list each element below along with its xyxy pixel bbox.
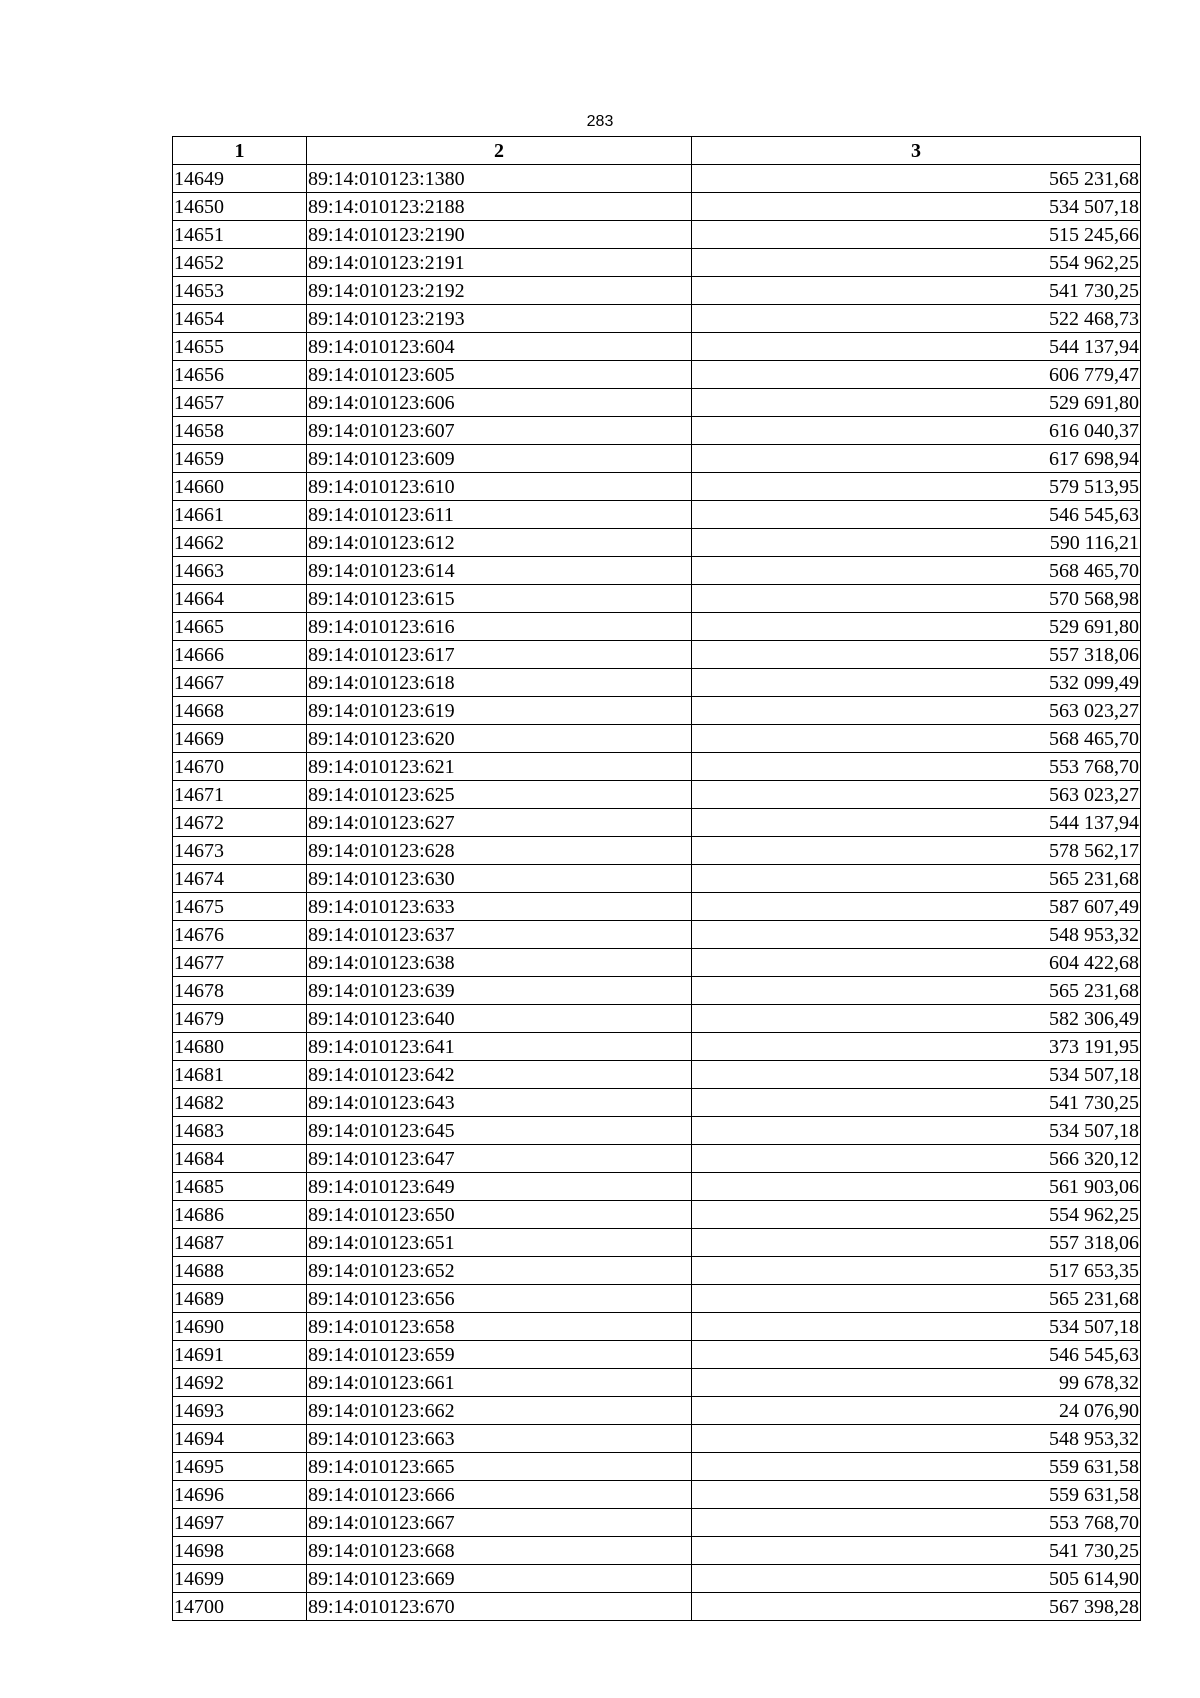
- cadastral-value-cell: 590 116,21: [692, 529, 1141, 557]
- cadastral-value-cell: 616 040,37: [692, 417, 1141, 445]
- column-header-1: 1: [173, 137, 307, 165]
- cadastral-value-cell: 567 398,28: [692, 1593, 1141, 1621]
- row-number-cell: 14700: [173, 1593, 307, 1621]
- cadastral-value-cell: 517 653,35: [692, 1257, 1141, 1285]
- row-number-cell: 14675: [173, 893, 307, 921]
- row-number-cell: 14670: [173, 753, 307, 781]
- cadastral-number-cell: 89:14:010123:661: [307, 1369, 692, 1397]
- cadastral-value-cell: 568 465,70: [692, 557, 1141, 585]
- cadastral-value-cell: 565 231,68: [692, 165, 1141, 193]
- table-row: [173, 1173, 1141, 1201]
- table-row: [173, 473, 1141, 501]
- row-number-cell: 14649: [173, 165, 307, 193]
- cadastral-number-cell: 89:14:010123:628: [307, 837, 692, 865]
- row-number-cell: 14669: [173, 725, 307, 753]
- table-row: [173, 949, 1141, 977]
- row-number-cell: 14694: [173, 1425, 307, 1453]
- row-number-cell: 14677: [173, 949, 307, 977]
- table-row: [173, 725, 1141, 753]
- cadastral-value-cell: 578 562,17: [692, 837, 1141, 865]
- cadastral-value-cell: 548 953,32: [692, 921, 1141, 949]
- table-row: [173, 193, 1141, 221]
- cadastral-number-cell: 89:14:010123:645: [307, 1117, 692, 1145]
- row-number-cell: 14654: [173, 305, 307, 333]
- row-number-cell: 14687: [173, 1229, 307, 1257]
- cadastral-value-cell: 505 614,90: [692, 1565, 1141, 1593]
- table-row: [173, 1537, 1141, 1565]
- row-number-cell: 14664: [173, 585, 307, 613]
- cadastral-value-cell: 541 730,25: [692, 1089, 1141, 1117]
- table-body: [173, 165, 1141, 1621]
- table-row: [173, 249, 1141, 277]
- cadastral-number-cell: 89:14:010123:609: [307, 445, 692, 473]
- row-number-cell: 14685: [173, 1173, 307, 1201]
- table-row: [173, 557, 1141, 585]
- row-number-cell: 14662: [173, 529, 307, 557]
- cadastral-number-cell: 89:14:010123:2190: [307, 221, 692, 249]
- row-number-cell: 14661: [173, 501, 307, 529]
- cadastral-value-cell: 534 507,18: [692, 1117, 1141, 1145]
- cadastral-value-table: [172, 136, 1141, 1621]
- cadastral-number-cell: 89:14:010123:604: [307, 333, 692, 361]
- row-number-cell: 14676: [173, 921, 307, 949]
- cadastral-number-cell: 89:14:010123:633: [307, 893, 692, 921]
- cadastral-value-cell: 557 318,06: [692, 641, 1141, 669]
- page-number: 283: [586, 113, 614, 130]
- table-row: [173, 1117, 1141, 1145]
- cadastral-number-cell: 89:14:010123:659: [307, 1341, 692, 1369]
- cadastral-value-cell: 554 962,25: [692, 249, 1141, 277]
- cadastral-value-cell: 546 545,63: [692, 501, 1141, 529]
- table-header: [173, 137, 1141, 165]
- cadastral-number-cell: 89:14:010123:616: [307, 613, 692, 641]
- cadastral-number-cell: 89:14:010123:638: [307, 949, 692, 977]
- row-number-cell: 14656: [173, 361, 307, 389]
- cadastral-number-cell: 89:14:010123:627: [307, 809, 692, 837]
- cadastral-value-cell: 546 545,63: [692, 1341, 1141, 1369]
- cadastral-number-cell: 89:14:010123:621: [307, 753, 692, 781]
- cadastral-value-cell: 541 730,25: [692, 277, 1141, 305]
- table-row: [173, 501, 1141, 529]
- cadastral-value-cell: 565 231,68: [692, 1285, 1141, 1313]
- cadastral-number-cell: 89:14:010123:2192: [307, 277, 692, 305]
- row-number-cell: 14679: [173, 1005, 307, 1033]
- cadastral-value-cell: 559 631,58: [692, 1453, 1141, 1481]
- table-row: [173, 1089, 1141, 1117]
- cadastral-number-cell: 89:14:010123:651: [307, 1229, 692, 1257]
- row-number-cell: 14666: [173, 641, 307, 669]
- cadastral-number-cell: 89:14:010123:656: [307, 1285, 692, 1313]
- table-row: [173, 781, 1141, 809]
- cadastral-value-cell: 570 568,98: [692, 585, 1141, 613]
- cadastral-value-cell: 565 231,68: [692, 977, 1141, 1005]
- cadastral-value-cell: 553 768,70: [692, 753, 1141, 781]
- row-number-cell: 14697: [173, 1509, 307, 1537]
- cadastral-value-cell: 534 507,18: [692, 1313, 1141, 1341]
- table-row: [173, 165, 1141, 193]
- cadastral-value-cell: 604 422,68: [692, 949, 1141, 977]
- table-row: [173, 1481, 1141, 1509]
- row-number-cell: 14672: [173, 809, 307, 837]
- cadastral-value-cell: 529 691,80: [692, 613, 1141, 641]
- row-number-cell: 14660: [173, 473, 307, 501]
- cadastral-number-cell: 89:14:010123:658: [307, 1313, 692, 1341]
- cadastral-number-cell: 89:14:010123:606: [307, 389, 692, 417]
- cadastral-number-cell: 89:14:010123:667: [307, 1509, 692, 1537]
- table-row: [173, 1257, 1141, 1285]
- column-header-2: 2: [307, 137, 692, 165]
- table-row: [173, 893, 1141, 921]
- table-row: [173, 1565, 1141, 1593]
- table-row: [173, 669, 1141, 697]
- table-row: [173, 1453, 1141, 1481]
- table-row: [173, 585, 1141, 613]
- row-number-cell: 14690: [173, 1313, 307, 1341]
- row-number-cell: 14673: [173, 837, 307, 865]
- row-number-cell: 14681: [173, 1061, 307, 1089]
- cadastral-number-cell: 89:14:010123:668: [307, 1537, 692, 1565]
- row-number-cell: 14668: [173, 697, 307, 725]
- table-row: [173, 865, 1141, 893]
- table-row: [173, 1061, 1141, 1089]
- cadastral-value-cell: 534 507,18: [692, 1061, 1141, 1089]
- row-number-cell: 14693: [173, 1397, 307, 1425]
- cadastral-value-cell: 553 768,70: [692, 1509, 1141, 1537]
- cadastral-value-cell: 566 320,12: [692, 1145, 1141, 1173]
- row-number-cell: 14698: [173, 1537, 307, 1565]
- row-number-cell: 14651: [173, 221, 307, 249]
- table-row: [173, 333, 1141, 361]
- cadastral-number-cell: 89:14:010123:620: [307, 725, 692, 753]
- table-row: [173, 1033, 1141, 1061]
- cadastral-number-cell: 89:14:010123:666: [307, 1481, 692, 1509]
- cadastral-number-cell: 89:14:010123:618: [307, 669, 692, 697]
- row-number-cell: 14650: [173, 193, 307, 221]
- cadastral-value-cell: 587 607,49: [692, 893, 1141, 921]
- cadastral-number-cell: 89:14:010123:649: [307, 1173, 692, 1201]
- cadastral-number-cell: 89:14:010123:610: [307, 473, 692, 501]
- table-row: [173, 921, 1141, 949]
- row-number-cell: 14665: [173, 613, 307, 641]
- table-row: [173, 1201, 1141, 1229]
- cadastral-value-cell: 579 513,95: [692, 473, 1141, 501]
- table-row: [173, 1425, 1141, 1453]
- row-number-cell: 14691: [173, 1341, 307, 1369]
- cadastral-value-cell: 563 023,27: [692, 781, 1141, 809]
- table-row: [173, 1593, 1141, 1621]
- cadastral-number-cell: 89:14:010123:625: [307, 781, 692, 809]
- table-row: [173, 1397, 1141, 1425]
- cadastral-number-cell: 89:14:010123:607: [307, 417, 692, 445]
- cadastral-number-cell: 89:14:010123:662: [307, 1397, 692, 1425]
- cadastral-number-cell: 89:14:010123:617: [307, 641, 692, 669]
- row-number-cell: 14689: [173, 1285, 307, 1313]
- header-row: [173, 137, 1141, 165]
- table-row: [173, 1369, 1141, 1397]
- row-number-cell: 14678: [173, 977, 307, 1005]
- cadastral-number-cell: 89:14:010123:615: [307, 585, 692, 613]
- row-number-cell: 14652: [173, 249, 307, 277]
- cadastral-value-cell: 544 137,94: [692, 333, 1141, 361]
- table-row: [173, 305, 1141, 333]
- row-number-cell: 14671: [173, 781, 307, 809]
- cadastral-number-cell: 89:14:010123:650: [307, 1201, 692, 1229]
- table-row: [173, 445, 1141, 473]
- cadastral-number-cell: 89:14:010123:612: [307, 529, 692, 557]
- row-number-cell: 14696: [173, 1481, 307, 1509]
- table-row: [173, 837, 1141, 865]
- table-row: [173, 389, 1141, 417]
- table-row: [173, 753, 1141, 781]
- cadastral-value-cell: 606 779,47: [692, 361, 1141, 389]
- table-row: [173, 641, 1141, 669]
- row-number-cell: 14684: [173, 1145, 307, 1173]
- cadastral-value-cell: 557 318,06: [692, 1229, 1141, 1257]
- row-number-cell: 14653: [173, 277, 307, 305]
- cadastral-number-cell: 89:14:010123:611: [307, 501, 692, 529]
- cadastral-number-cell: 89:14:010123:637: [307, 921, 692, 949]
- cadastral-value-cell: 522 468,73: [692, 305, 1141, 333]
- cadastral-value-cell: 548 953,32: [692, 1425, 1141, 1453]
- row-number-cell: 14682: [173, 1089, 307, 1117]
- cadastral-value-cell: 24 076,90: [692, 1397, 1141, 1425]
- table-row: [173, 1005, 1141, 1033]
- table-row: [173, 1341, 1141, 1369]
- row-number-cell: 14695: [173, 1453, 307, 1481]
- cadastral-number-cell: 89:14:010123:2191: [307, 249, 692, 277]
- table-row: [173, 697, 1141, 725]
- cadastral-number-cell: 89:14:010123:647: [307, 1145, 692, 1173]
- row-number-cell: 14667: [173, 669, 307, 697]
- row-number-cell: 14658: [173, 417, 307, 445]
- cadastral-value-cell: 617 698,94: [692, 445, 1141, 473]
- cadastral-value-cell: 582 306,49: [692, 1005, 1141, 1033]
- table-row: [173, 221, 1141, 249]
- cadastral-value-cell: 568 465,70: [692, 725, 1141, 753]
- row-number-cell: 14674: [173, 865, 307, 893]
- column-header-3: 3: [692, 137, 1141, 165]
- table-row: [173, 417, 1141, 445]
- cadastral-number-cell: 89:14:010123:665: [307, 1453, 692, 1481]
- table-row: [173, 809, 1141, 837]
- table-row: [173, 613, 1141, 641]
- row-number-cell: 14692: [173, 1369, 307, 1397]
- cadastral-value-cell: 559 631,58: [692, 1481, 1141, 1509]
- row-number-cell: 14655: [173, 333, 307, 361]
- cadastral-value-cell: 534 507,18: [692, 193, 1141, 221]
- row-number-cell: 14699: [173, 1565, 307, 1593]
- cadastral-value-cell: 561 903,06: [692, 1173, 1141, 1201]
- cadastral-value-cell: 554 962,25: [692, 1201, 1141, 1229]
- cadastral-number-cell: 89:14:010123:630: [307, 865, 692, 893]
- cadastral-number-cell: 89:14:010123:663: [307, 1425, 692, 1453]
- row-number-cell: 14688: [173, 1257, 307, 1285]
- cadastral-value-cell: 99 678,32: [692, 1369, 1141, 1397]
- cadastral-value-cell: 565 231,68: [692, 865, 1141, 893]
- table-row: [173, 1313, 1141, 1341]
- cadastral-number-cell: 89:14:010123:619: [307, 697, 692, 725]
- cadastral-number-cell: 89:14:010123:670: [307, 1593, 692, 1621]
- cadastral-number-cell: 89:14:010123:2188: [307, 193, 692, 221]
- cadastral-value-cell: 563 023,27: [692, 697, 1141, 725]
- cadastral-number-cell: 89:14:010123:2193: [307, 305, 692, 333]
- cadastral-number-cell: 89:14:010123:643: [307, 1089, 692, 1117]
- row-number-cell: 14686: [173, 1201, 307, 1229]
- table-row: [173, 529, 1141, 557]
- cadastral-number-cell: 89:14:010123:614: [307, 557, 692, 585]
- cadastral-value-cell: 529 691,80: [692, 389, 1141, 417]
- cadastral-value-cell: 541 730,25: [692, 1537, 1141, 1565]
- cadastral-number-cell: 89:14:010123:669: [307, 1565, 692, 1593]
- row-number-cell: 14657: [173, 389, 307, 417]
- cadastral-value-cell: 532 099,49: [692, 669, 1141, 697]
- cadastral-number-cell: 89:14:010123:605: [307, 361, 692, 389]
- table-row: [173, 1285, 1141, 1313]
- cadastral-value-cell: 544 137,94: [692, 809, 1141, 837]
- row-number-cell: 14680: [173, 1033, 307, 1061]
- table-row: [173, 1145, 1141, 1173]
- table-row: [173, 977, 1141, 1005]
- cadastral-number-cell: 89:14:010123:1380: [307, 165, 692, 193]
- cadastral-number-cell: 89:14:010123:642: [307, 1061, 692, 1089]
- cadastral-number-cell: 89:14:010123:652: [307, 1257, 692, 1285]
- table-row: [173, 361, 1141, 389]
- cadastral-value-cell: 515 245,66: [692, 221, 1141, 249]
- table-row: [173, 1229, 1141, 1257]
- row-number-cell: 14659: [173, 445, 307, 473]
- cadastral-number-cell: 89:14:010123:639: [307, 977, 692, 1005]
- row-number-cell: 14683: [173, 1117, 307, 1145]
- table-row: [173, 277, 1141, 305]
- row-number-cell: 14663: [173, 557, 307, 585]
- cadastral-number-cell: 89:14:010123:641: [307, 1033, 692, 1061]
- cadastral-value-cell: 373 191,95: [692, 1033, 1141, 1061]
- cadastral-number-cell: 89:14:010123:640: [307, 1005, 692, 1033]
- table-row: [173, 1509, 1141, 1537]
